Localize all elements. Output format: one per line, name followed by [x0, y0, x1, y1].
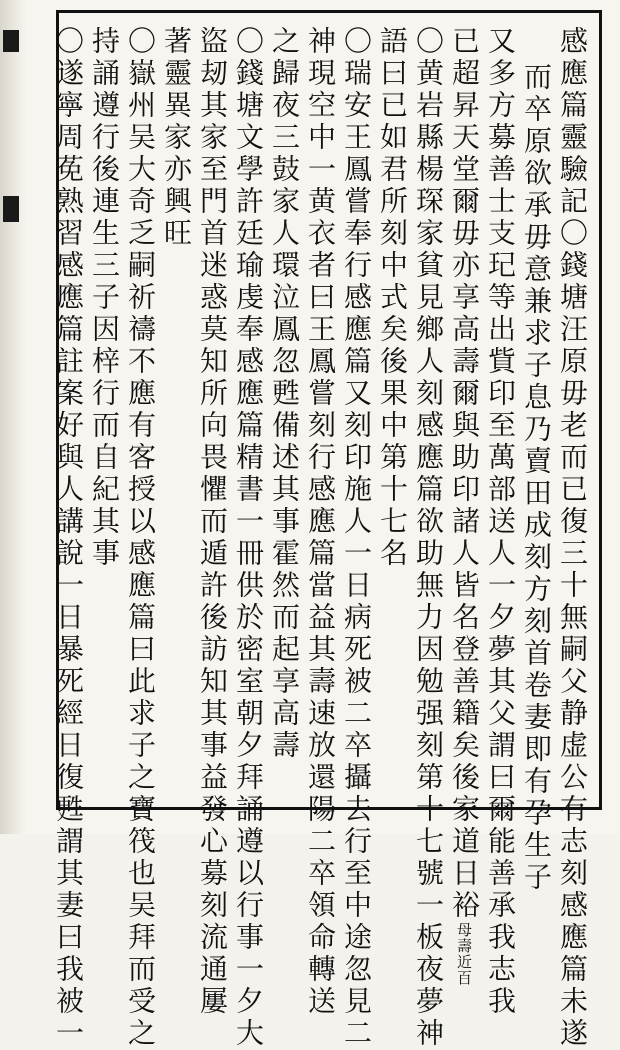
column-text: 神現空中一黄衣者曰王鳳嘗刻行感應篇當益其壽速放還陽二卒領命轉送 [304, 26, 337, 1018]
column-text: 盜刼其家至門首迷惑莫知所向畏懼而遁許後訪知其事益發心募刻流通屢 [196, 26, 229, 1018]
binding-gutter [0, 0, 26, 834]
text-column [410, 26, 446, 1050]
text-column [122, 26, 158, 1050]
text-column [482, 26, 518, 1018]
text-column [302, 26, 338, 1018]
column-text: 〇嶽州吴大奇乏嗣祈禱不應有客授以感應篇曰此求子之寶筏也吴拜而受之 [124, 26, 157, 1050]
column-text: 〇黄岩縣楊琛家貧見鄉人刻感應篇欲助無力因勉强刻第十七號一板夜夢神 [412, 26, 445, 1050]
column-text: 又多方募善士支玘等出貲印至萬部送人一夕夢其父謂曰爾能善承我志我 [484, 26, 517, 1018]
text-column [338, 26, 374, 1050]
column-text: 〇遂寧周莬熟習感應篇註案好與人講說一日暴死經日復甦謂其妻曰我被一 [52, 26, 85, 1050]
column-text: 而卒原欲承毋意兼求子息乃賣田成刻方刻首卷妻即有孕生子 [520, 62, 553, 894]
gutter-mark [3, 196, 19, 222]
column-text: 之歸夜三鼓家人環泣鳳忽甦備述其事霍然而起享高壽 [268, 26, 301, 762]
column-text: 持誦遵行後連生三子因梓行而自紀其事 [88, 26, 121, 570]
text-block [52, 26, 590, 1050]
column-text: 〇錢塘文學許廷瑜虔奉感應篇精書一冊供於密室朝夕拜誦遵以行事一夕大 [232, 26, 265, 1050]
text-column [230, 26, 266, 1050]
text-column [518, 26, 554, 894]
column-text: 語曰已如君所刻中式矣後果中第十七名 [376, 26, 409, 570]
text-column [194, 26, 230, 1018]
text-column [266, 26, 302, 796]
text-column [158, 26, 194, 796]
column-text: 著靈異家亦興旺 [160, 26, 193, 250]
text-column [374, 26, 410, 796]
text-column [554, 26, 590, 1050]
column-text: 已超昇天堂爾毋亦享高壽爾與助印諸人皆名登善籍矣後家道日裕 [448, 26, 481, 922]
text-column [50, 26, 86, 1050]
column-text: 感應篇靈驗記〇錢塘汪原毋老而已復三十無嗣父静虚公有志刻感應篇未遂 [556, 26, 589, 1050]
gutter-mark [3, 30, 19, 52]
text-column [446, 26, 482, 986]
text-column [86, 26, 122, 796]
column-text: 〇瑞安王鳳嘗奉行感應篇又刻印施人一日病死被二卒攝去行至中途忽見二 [340, 26, 373, 1050]
interlinear-note: 母壽近百 [455, 922, 473, 986]
